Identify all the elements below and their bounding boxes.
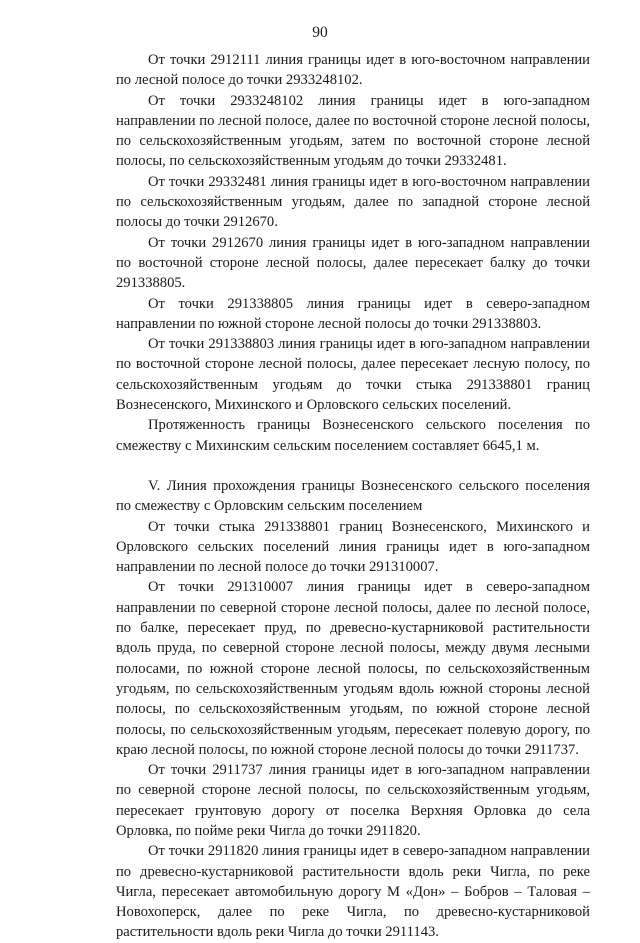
paragraph: От точки 2911737 линия границы идет в юго-западном направлении по северной стороне лесной полосы, по сельскохозяйственным угодьям, пересекает грунтовую дорогу от поселка Верхняя Орловка до села Орловка, по пойме реки Чигла до точки 2911820. [116, 762, 590, 839]
paragraph: От точки 2912111 линия границы идет в юго-восточном направлении по лесной полосе до точки 2933248102. [116, 52, 590, 89]
paragraph: От точки 2911820 линия границы идет в северо-западном направлении по древесно-кустарниковой растительности вдоль реки Чигла, по реке Чигла, пересекает автомобильную дорогу М «Дон» – Бобров – Таловая – Новохоперск, далее по реке Чигла, по древесно-кустарниковой растительности вдоль реки Чигла до точки 2911143. [116, 843, 590, 941]
page-number: 90 [312, 24, 328, 41]
paragraph: От точки 29332481 линия границы идет в юго-восточном направлении по сельскохозяйственным угодьям, далее по западной стороне лесной полосы до точки 2912670. [116, 173, 590, 231]
paragraph: Протяженность границы Вознесенского сельского поселения по смежеству с Михинским сельским поселением составляет 6645,1 м. [116, 417, 590, 454]
section-heading: V. Линия прохождения границы Вознесенского сельского поселения по смежеству с Орловским сельским поселением [116, 477, 590, 515]
document-body [116, 50, 590, 943]
paragraph: От точки стыка 291338801 границ Вознесенского, Михинского и Орловского сельских поселений линия границы идет в юго-западном направлении по лесной полосе до точки 291310007. [116, 518, 590, 576]
paragraph: От точки 2933248102 линия границы идет в юго-западном направлении по лесной полосе, далее по восточной стороне лесной полосы, по сельскохозяйственным угодьям, затем по восточной стороне лесной полосы, по сельскохозяйственным угодьям до точки 29332481. [116, 92, 590, 170]
paragraph: От точки 291310007 линия границы идет в северо-западном направлении по северной стороне лесной полосы, далее по лесной полосе, по балке, пересекает пруд, по древесно-кустарниковой растительности вдоль пруда, по северной стороне лесной полосы, между двумя лесными полосами, по южной стороне лесной полосы, по сельскохозяйственным угодьям, по сельскохозяйственным угодьям вдоль южной стороны лесной полосы, по сельскохозяйственным угодьям, по южной стороне лесной полосы, по сельскохозяйственным угодьям, пересекает полевую дорогу, по краю лесной полосы, по южной стороне лесной полосы до точки 2911737. [116, 579, 590, 758]
paragraph: От точки 2912670 линия границы идет в юго-западном направлении по восточной стороне лесной полосы, далее пересекает балку до точки 291338805. [116, 234, 590, 292]
paragraph: От точки 291338803 линия границы идет в юго-западном направлении по восточной стороне лесной полосы, далее пересекает лесную полосу, по сельскохозяйственным угодьям до точки стыка 291338801 границ Вознесенского, Михинского и Орловского сельских поселений. [116, 336, 590, 414]
paragraph: От точки 291338805 линия границы идет в северо-западном направлении по южной стороне лесной полосы до точки 291338803. [116, 295, 590, 332]
